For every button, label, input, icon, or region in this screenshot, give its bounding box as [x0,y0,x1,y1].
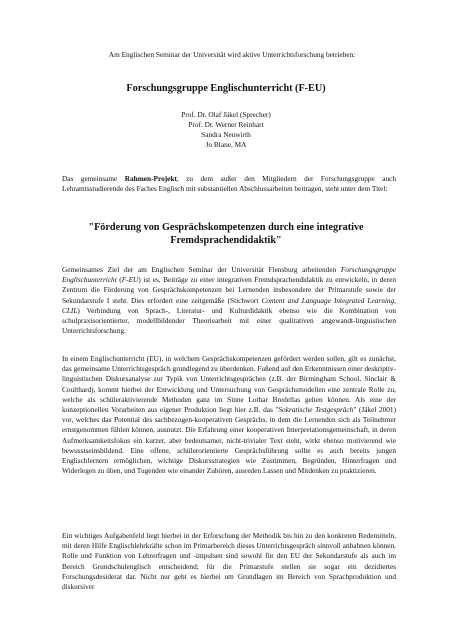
project-name: Rahmen-Projekt [124,174,177,183]
author-name: Prof. Dr. Olaf Jäkel (Sprecher) [181,110,271,119]
author-name: Prof. Dr. Werner Reinhart [188,120,264,129]
project-title: "Förderung von Gesprächskompetenzen durch eine integrative Fremdsprachendidaktik" [88,222,364,246]
author-name: Sandra Neuwirth [201,130,251,139]
goal-paragraph: Gemeinsames Ziel der am Englischen Seminar der Universität Flensburg arbeitenden Forschungsgruppe Englischunterricht (F-EU) ist es, Beiträge zu einer integrativen Fremdsprachendidaktik zu entwickeln, in deren Zentrum die Förderung von Gesprächskompetenzen bei Lernenden insbesondere der Primarstufe sowie der Sekundarstufe I steht. Dies erfordert eine zeitgemäße (Stichwort Content and Language Integrated Learning, CLIL) Verbindung von Sprach-, Literatur- und Kulturdidaktik ebenso wie die Kombination von schulpraxisorientierter, modellbildender Theoriearbeit mit einer qualitativen angewandt-linguistischen Unterrichtsforschung. [62,265,397,336]
method-paragraph: Ein wichtiges Aufgabenfeld liegt hierbei in der Erforschung der Methodik bis hin zu den konkreten Redemitteln, mit deren Hilfe Englischlehrkräfte schon im Primarbereich dieses Unterrichtsgespräch sinnvoll anbahnen können. Rolle und Funktion von Lehrerfragen und -impulsen sind sowohl für den EU der Sekundarstufe als auch im Bereich Grundschulenglisch entscheidend; für die Primarstufe stellen sie sogar ein dezidiertes Forschungsdesiderat dar. Nicht nur geht es hierbei um Grundlagen im Bereich von Sprachproduktion und diskursiver [62,531,396,592]
lesson-paragraph: In einem Englischunterricht (EU), in welchem Gesprächskompetenzen gefördert werden sollen, gilt es zunächst, das gemeinsame Unterrichtsgespräch grundlegend zu überdenken. Fußend auf den Erkenntnissen einer deskriptiv-linguistischen Diskursanalyse zur Typik von Unterrichtsgesprächen (z.B. der Birmingham School, Sinclair & Coulthard), kommt hierbei der Entwicklung und Untersuchung von Gesprächsmodellen eine zentrale Rolle zu, welche als schüleraktivierende Methoden ganz im Sinne Lothar Bredellas gelten können. Als eine der konzeptionellen Vorarbeiten aus eigener Produktion liegt hier z.B. das "Sokratische Testgespräch" (Jäkel 2001) vor, welches das Potential des sachbezogen-kooperativen Gesprächs, in dem die Lernenden sich als Teilnehmer ernstgenommen fühlen können, ausnutzt. Die Erfahrung einer kooperativen Interpretationsgemeinschaft, in deren Aufmerksamkeitsfokus ein kurzer, aber bedeutsamer, nicht-trivialer Text steht, wirkt ebenso motivierend wie bewusstseinsbildend. Eine offene, schülerorientierte Gesprächsführung sollte es auch bereits jungen Englischlernern ermöglichen, wichtige Diskursstrategien wie Zustimmen, Begründen, Hinterfragen und Widerlegen zu üben, und Tugenden wie einander Zuhören, ausreden Lassen und Mitdenken zu praktizieren. [62,354,397,476]
author-list [100,110,352,150]
group-title: Forschungsgruppe Englischunterricht (F-EU) [126,83,326,94]
project-paragraph: Das gemeinsame Rahmen-Projekt, zu dem außer den Mitgliedern der Forschungsgruppe auch Lehramtsstudierende des Faches Englisch mit substantiellen Abschlussarbeiten beitragen, steht unter dem Titel: [62,174,397,194]
author-name: Jo Blane, MA [205,140,247,149]
intro-line: Am Englischen Seminar der Universität wird aktive Unterrichtsforschung betrieben: [108,50,356,59]
